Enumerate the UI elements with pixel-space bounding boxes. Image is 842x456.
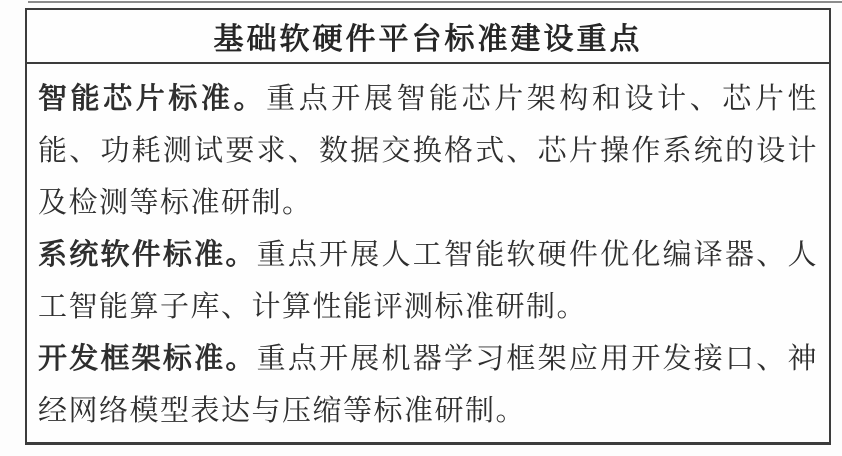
section-smart-chip-standards — [38, 72, 818, 228]
section-system-software-text: 重点开展人工智能软硬件优化编译器、人工智能算子库、计算性能评测标准研制。 — [38, 237, 818, 323]
standards-table — [25, 8, 831, 445]
section-smart-chip-text: 重点开展智能芯片架构和设计、芯片性能、功耗测试要求、数据交换格式、芯片操作系统的设计及检测等标准研制。 — [38, 81, 818, 219]
table-header-row — [27, 10, 829, 64]
section-dev-framework-text: 重点开展机器学习框架应用开发接口、神经网络模型表达与压缩等标准研制。 — [38, 341, 818, 427]
section-dev-framework-standards — [38, 332, 818, 436]
scan-artifact-line — [28, 1, 842, 3]
table-body-cell — [27, 64, 829, 436]
section-system-software-label: 系统软件标准。 — [38, 237, 257, 271]
section-smart-chip-label: 智能芯片标准。 — [38, 81, 267, 115]
section-system-software-standards — [38, 228, 818, 332]
section-dev-framework-label: 开发框架标准。 — [38, 341, 257, 375]
table-title: 基础软硬件平台标准建设重点 — [213, 22, 643, 57]
